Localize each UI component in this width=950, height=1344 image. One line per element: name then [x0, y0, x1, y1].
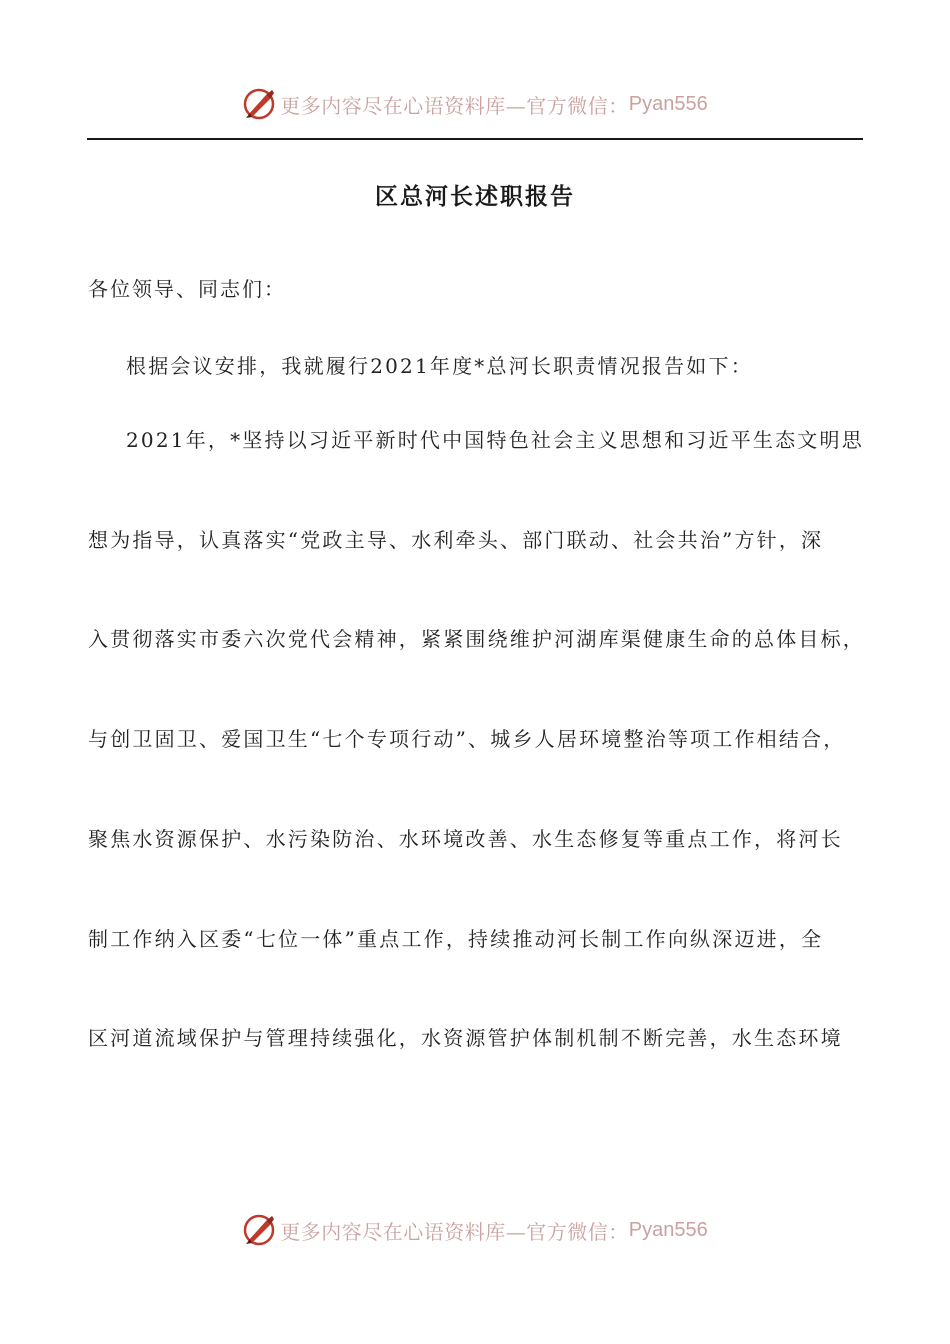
- banner-text: 更多内容尽在心语资料库—官方微信：: [280, 1219, 629, 1244]
- body-line: 2021年，*坚持以习近平新时代中国特色社会主义思想和习近平生态文明思: [126, 428, 864, 452]
- banner-text: 更多内容尽在心语资料库—官方微信：: [280, 93, 629, 118]
- body-line: 制工作纳入区委“七位一体”重点工作，持续推动河长制工作向纵深迈进，全: [88, 927, 824, 951]
- pen-logo-icon: [242, 1213, 276, 1247]
- body-line: 与创卫固卫、爱国卫生“七个专项行动”、城乡人居环境整治等项工作相结合，: [88, 727, 846, 751]
- banner-wechat-id: Pyan556: [628, 92, 708, 115]
- footer-banner: [0, 1210, 950, 1250]
- body-line: 想为指导，认真落实“党政主导、水利牵头、部门联动、社会共治”方针，深: [88, 528, 824, 552]
- header-divider: [87, 138, 863, 140]
- intro-paragraph: 根据会议安排，我就履行2021年度*总河长职责情况报告如下：: [126, 354, 753, 378]
- pen-logo-icon: [242, 87, 276, 121]
- greeting: 各位领导、同志们：: [88, 277, 286, 301]
- header-banner: [0, 84, 950, 124]
- body-line: 聚焦水资源保护、水污染防治、水环境改善、水生态修复等重点工作，将河长: [88, 827, 843, 851]
- body-line: 区河道流域保护与管理持续强化，水资源管护体制机制不断完善，水生态环境: [88, 1026, 843, 1050]
- body-line: 入贯彻落实市委六次党代会精神，紧紧围绕维护河湖库渠健康生命的总体目标，: [88, 627, 865, 651]
- document-title: 区总河长述职报告: [375, 184, 575, 210]
- banner-wechat-id: Pyan556: [628, 1218, 708, 1241]
